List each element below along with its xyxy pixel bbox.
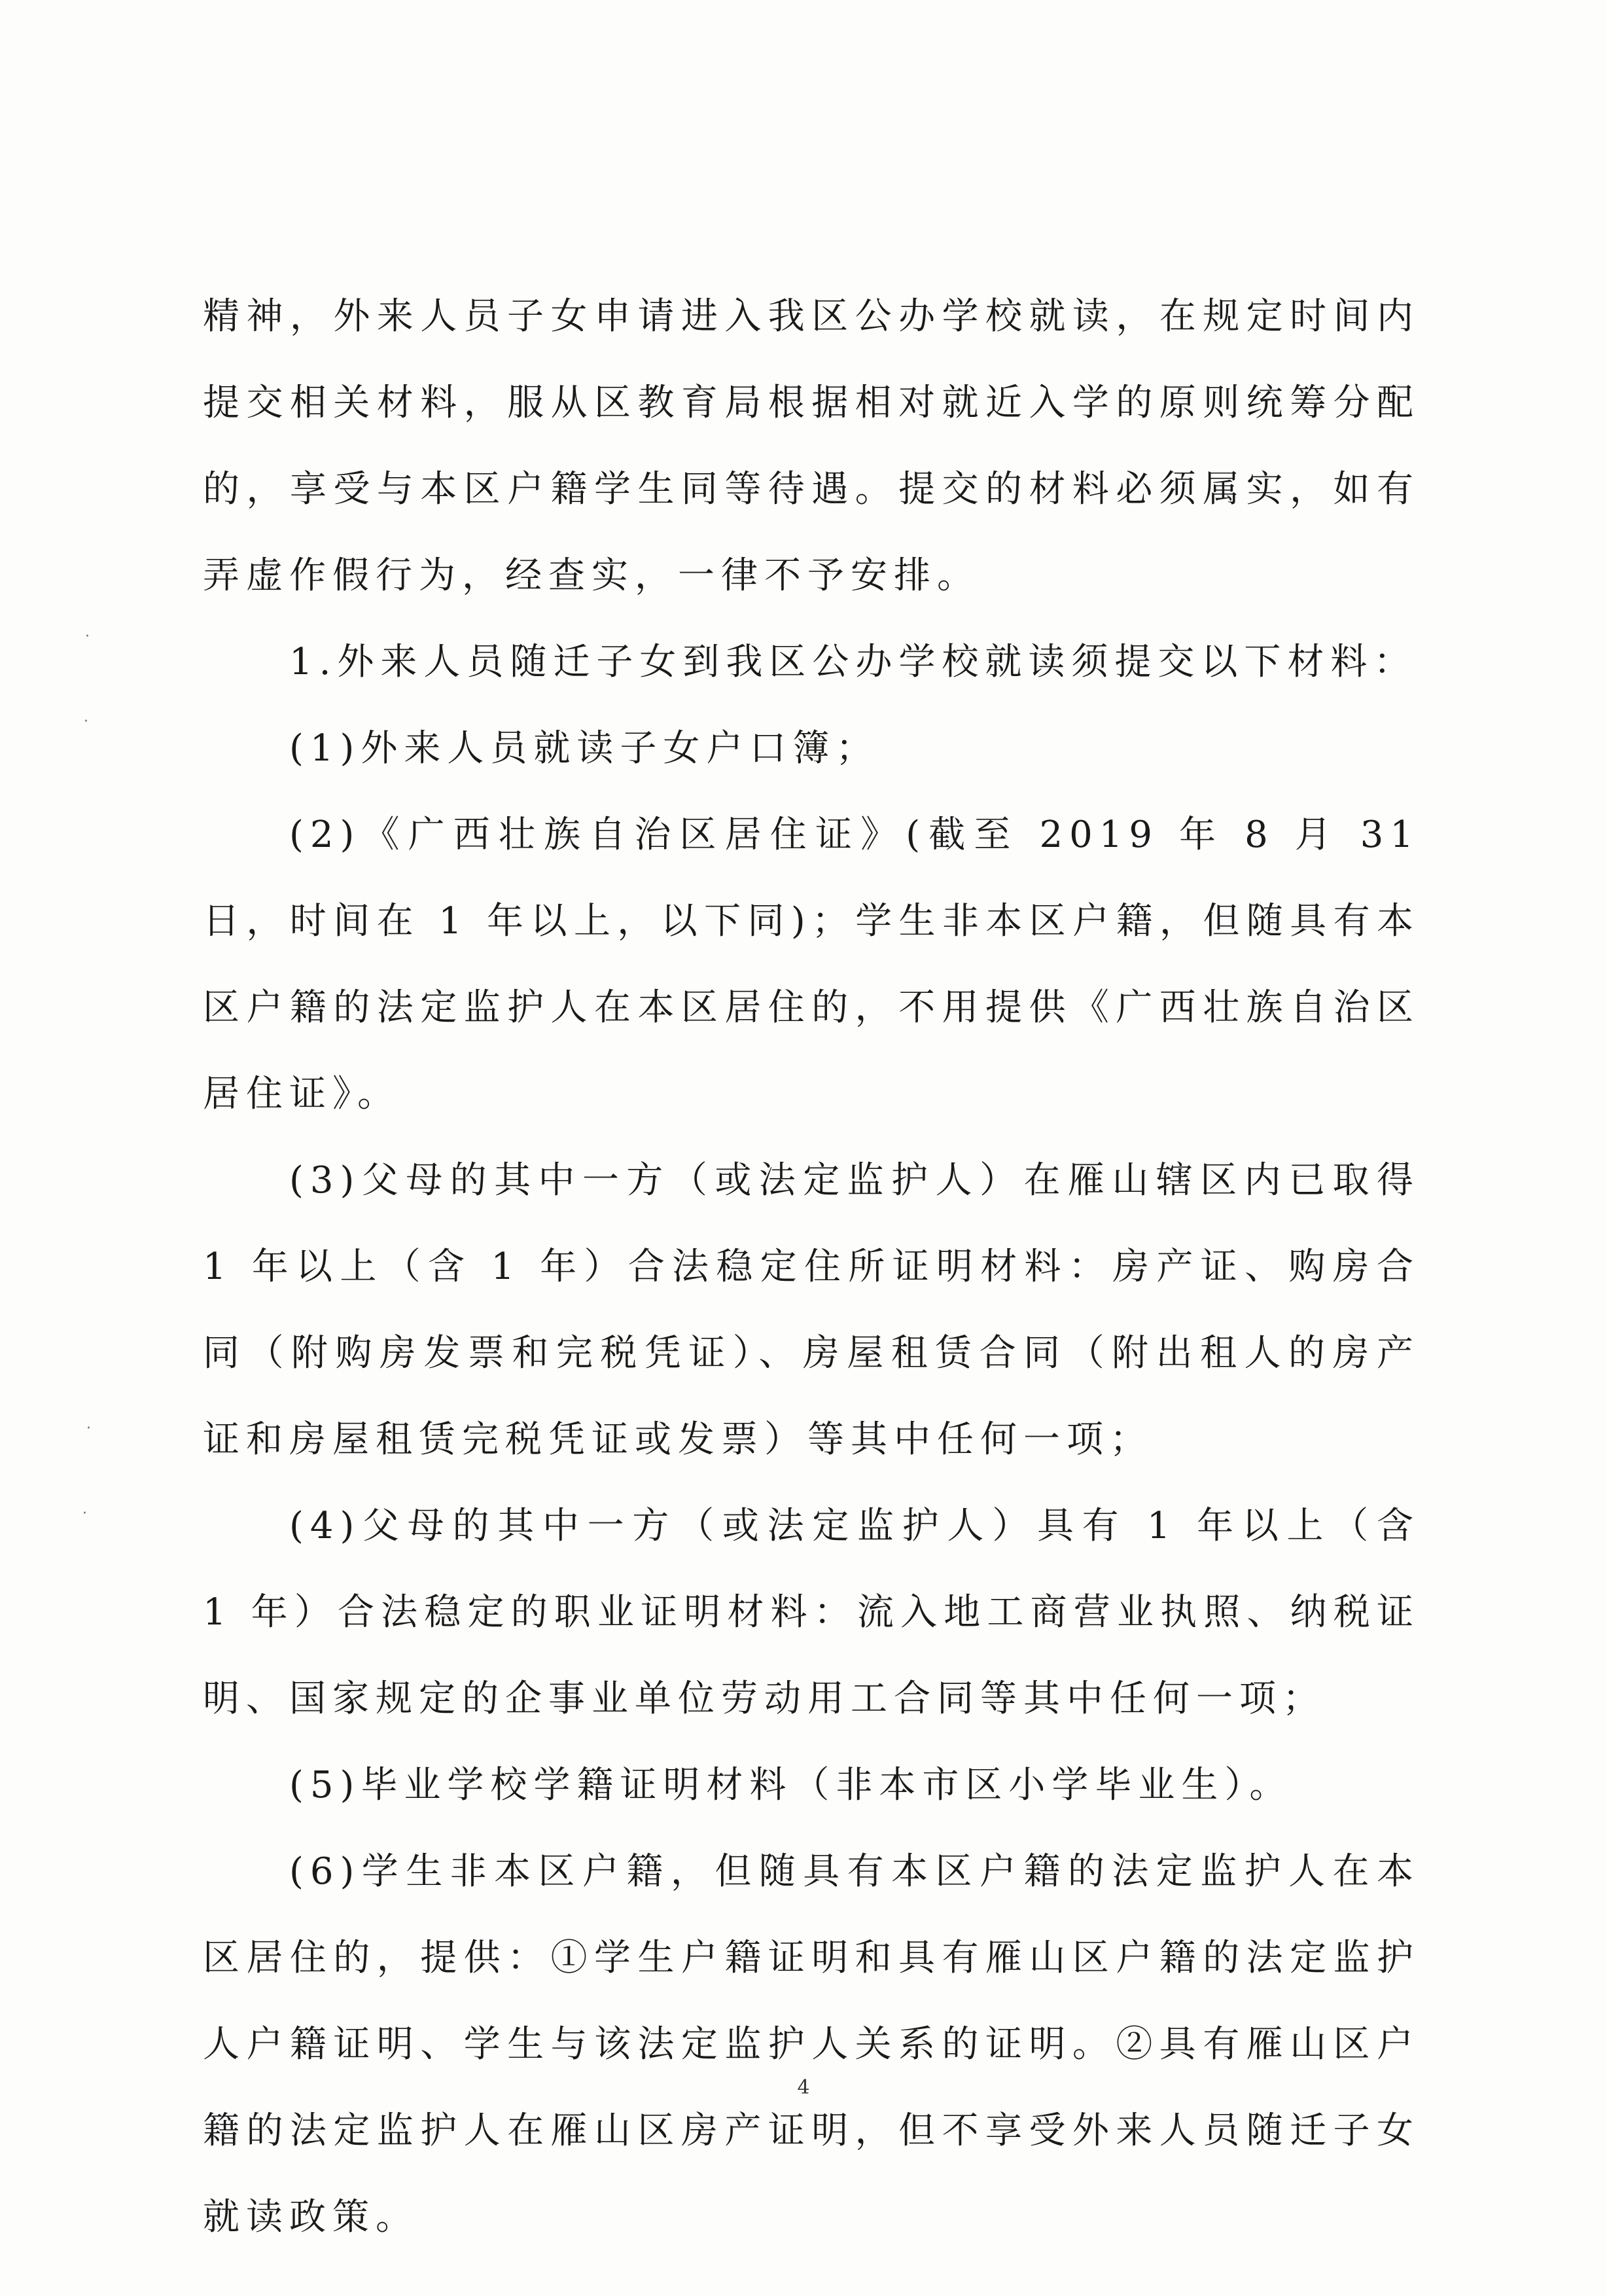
paragraph-continuation: 精神，外来人员子女申请进入我区公办学校就读，在规定时间内提交相关材料，服从区教育局根据相对就近入学的原则统筹分配的，享受与本区户籍学生同等待遇。提交的材料必须属实，如有弄虚作假行为，经查实，一律不予安排。 [203,295,1420,597]
paragraph-item-6: (6)学生非本区户籍，但随具有本区户籍的法定监护人在本区居住的，提供：①学生户籍证明和具有雁山区户籍的法定监护人户籍证明、学生与该法定监护人关系的证明。②具有雁山区户籍的法定监护人在雁山区房产证明，但不享受外来人员随迁子女就读政策。 [203,1850,1420,2238]
paragraph-item-5: (5)毕业学校学籍证明材料（非本市区小学毕业生）。 [289,1764,1293,1806]
paragraph-section-heading: 1.外来人员随迁子女到我区公办学校就读须提交以下材料： [289,641,1417,683]
scan-speck: · [82,1505,87,1522]
paragraph-item-2: (2)《广西壮族自治区居住证》(截至 2019 年 8 月 31 日，时间在 1 年以上，以下同)；学生非本区户籍，但随具有本区户籍的法定监护人在本区居住的，不用提供《广西壮族自治区居住证》。 [203,814,1420,1115]
paragraph-item-3: (3)父母的其中一方（或法定监护人）在雁山辖区内已取得 1 年以上（含 1 年）合法稳定住所证明材料：房产证、购房合同（附购房发票和完税凭证）、房屋租赁合同（附出租人的房产证和房屋租赁完税凭证或发票）等其中任何一项； [203,1159,1420,1461]
paragraph-item-4: (4)父母的其中一方（或法定监护人）具有 1 年以上（含 1 年）合法稳定的职业证明材料：流入地工商营业执照、纳税证明、国家规定的企事业单位劳动用工合同等其中任何一项； [203,1505,1420,1720]
scan-speck: · [85,628,90,645]
paragraph-item-1: (1)外来人员就读子女户口簿； [289,727,879,770]
scan-speck: · [86,1420,91,1437]
scan-speck: · [84,713,88,730]
document-body [203,274,1420,2261]
page-number: 4 [797,2076,810,2099]
